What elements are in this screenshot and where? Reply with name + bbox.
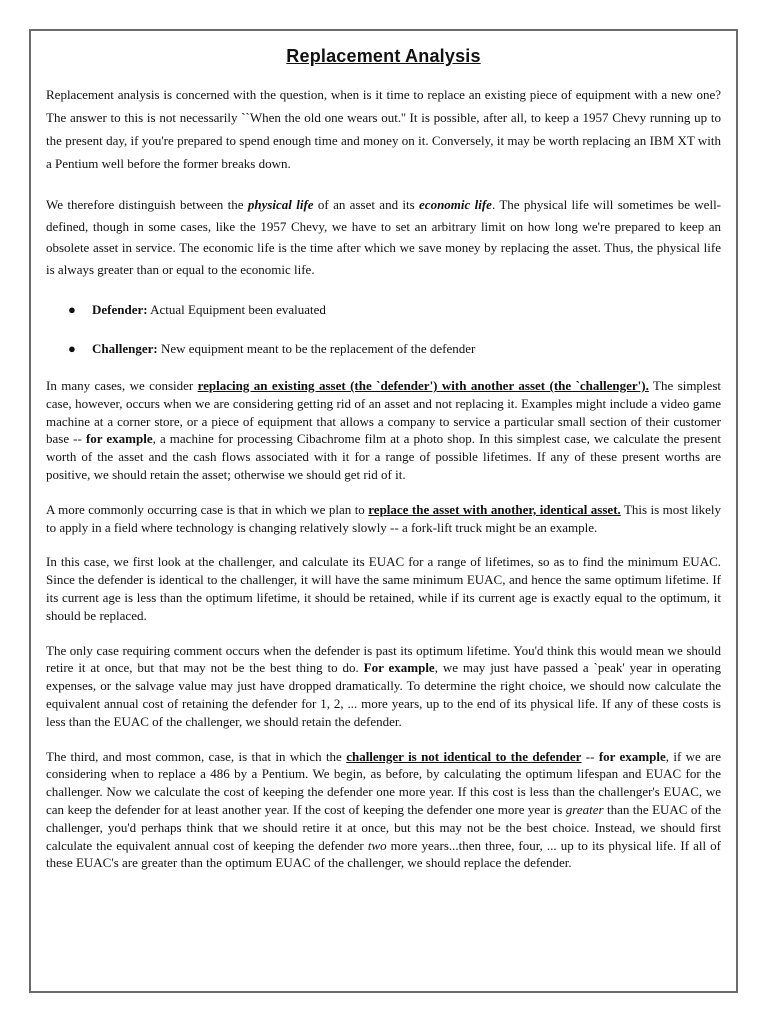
definition-list: [46, 301, 721, 358]
paragraph-past-optimum: [46, 642, 721, 731]
text-run: , we may just have passed a `peak' year in operating expenses, or the salvage value may just have dropped dramatically. To determine the right choice, we should now calculate the equivalent annual cost of retaining the defender for 1, 2, ... more years, up to the end of its physical life. If any of these costs is less than the EUAC of the challenger, we should retain the defender.: [46, 660, 721, 729]
document-page: [29, 29, 738, 993]
emphasis-for-example: for example: [598, 748, 666, 764]
text-run: We therefore distinguish between the: [46, 197, 248, 212]
emphasis-for-example: For example: [363, 660, 435, 676]
text-run: In many cases, we consider: [46, 378, 198, 393]
document-body: [46, 83, 721, 872]
term-physical-life: physical life: [247, 197, 314, 212]
bullet-icon: ●: [68, 341, 76, 356]
emphasis-greater: greater: [565, 801, 604, 817]
paragraph-life-distinction: [46, 194, 721, 280]
text-run: --: [581, 748, 599, 764]
paragraph-most-common-case: [46, 748, 721, 873]
term-defender: Defender:: [92, 302, 148, 317]
definition-defender: Actual Equipment been evaluated: [147, 302, 326, 317]
text-run: The only case requiring comment occurs when the defender is past its optimum lifetime. You'd think this would mean we should retire it at once, but that may not be the best thing to do.: [46, 642, 721, 676]
paragraph-intro: Replacement analysis is concerned with the question, when is it time to replace an existing piece of equipment with a new one? The answer to this is not necessarily ``When the old one wears out.'' It is possible, after all, to keep a 1957 Chevy running up to the present day, if you're prepared to spend enough time and money on it. Conversely, it may be worth replacing an IBM XT with a Pentium well before the former breaks down.: [46, 87, 721, 171]
text-run: The third, and most common, case, is that in which the: [46, 748, 347, 764]
text-run: A more commonly occurring case is that in which we plan to: [46, 501, 369, 517]
list-item-defender: [46, 301, 721, 319]
text-run: This is most likely to apply in a field where technology is changing relatively slowly -- a fork-lift truck might be an example.: [46, 501, 722, 535]
paragraph-euac: In this case, we first look at the challenger, and calculate its EUAC for a range of lifetimes, so as to find the minimum EUAC. Since the defender is identical to the challenger, it will have the same minimum EUAC, and hence the same optimum lifetime. If its current age is less than the optimum lifetime, it should be retained, while if its current age is exactly equal to the optimum, it should be replaced.: [46, 554, 721, 623]
paragraph-identical-asset: [46, 501, 721, 537]
emphasis-two: two: [367, 837, 387, 853]
text-run: , a machine for processing Cibachrome film at a photo shop. In this simplest case, we calculate the present worth of the asset and the cash flows associated with it for a range of possible lifetimes. If any of these present worths are positive, we should retain the asset; otherwise we should get rid of it.: [46, 431, 722, 482]
bullet-icon: ●: [68, 302, 76, 317]
text-run: of an asset and its: [313, 197, 420, 212]
text-run: than the EUAC of the challenger, you'd perhaps think that we should retire it at once, but this may not be the best choice. Instead, we should first calculate the equivalent annual cost of keeping the defender: [46, 801, 721, 853]
paragraph-simplest-case: [46, 377, 721, 484]
list-item-challenger: [46, 340, 721, 358]
emphasis-identical-asset: replace the asset with another, identical asset.: [368, 501, 621, 517]
emphasis-for-example: for example: [85, 431, 153, 447]
definition-challenger: New equipment meant to be the replacement of the defender: [157, 341, 476, 356]
page-title: Replacement Analysis: [286, 46, 481, 66]
term-economic-life: economic life: [419, 197, 492, 212]
text-run: The simplest case, however, occurs when we are considering getting rid of an asset and not replacing it. Examples might include a video game machine at a corner store, or a piece of equipment that allows a company to service a particular small section of their customer base --: [46, 378, 721, 447]
term-challenger: Challenger:: [92, 341, 158, 356]
text-run: more years...then three, four, ... up to its physical life. If all of these EUAC's are greater than the optimum EUAC of the challenger, we should replace the defender.: [46, 837, 721, 871]
emphasis-not-identical: challenger is not identical to the defender: [346, 748, 582, 764]
emphasis-replacing-asset: replacing an existing asset (the `defender') with another asset (the `challenger').: [197, 378, 649, 393]
text-run: , if we are considering when to replace a 486 by a Pentium. We begin, as before, by calculating the optimum lifespan and EUAC for the challenger. Now we calculate the cost of keeping the defender one more year. If this cost is less than the challenger's EUAC, we can keep the defender for at least another year. If the cost of keeping the defender one more year is: [46, 748, 722, 817]
text-run: . The physical life will sometimes be well-defined, though in some cases, like the 1957 Chevy, we have to set an arbitrary limit on how long we're prepared to keep an obsolete asset in service. The economic life is the time after which we save money by replacing the asset. Thus, the physical life is always greater than or equal to the economic life.: [46, 197, 722, 277]
